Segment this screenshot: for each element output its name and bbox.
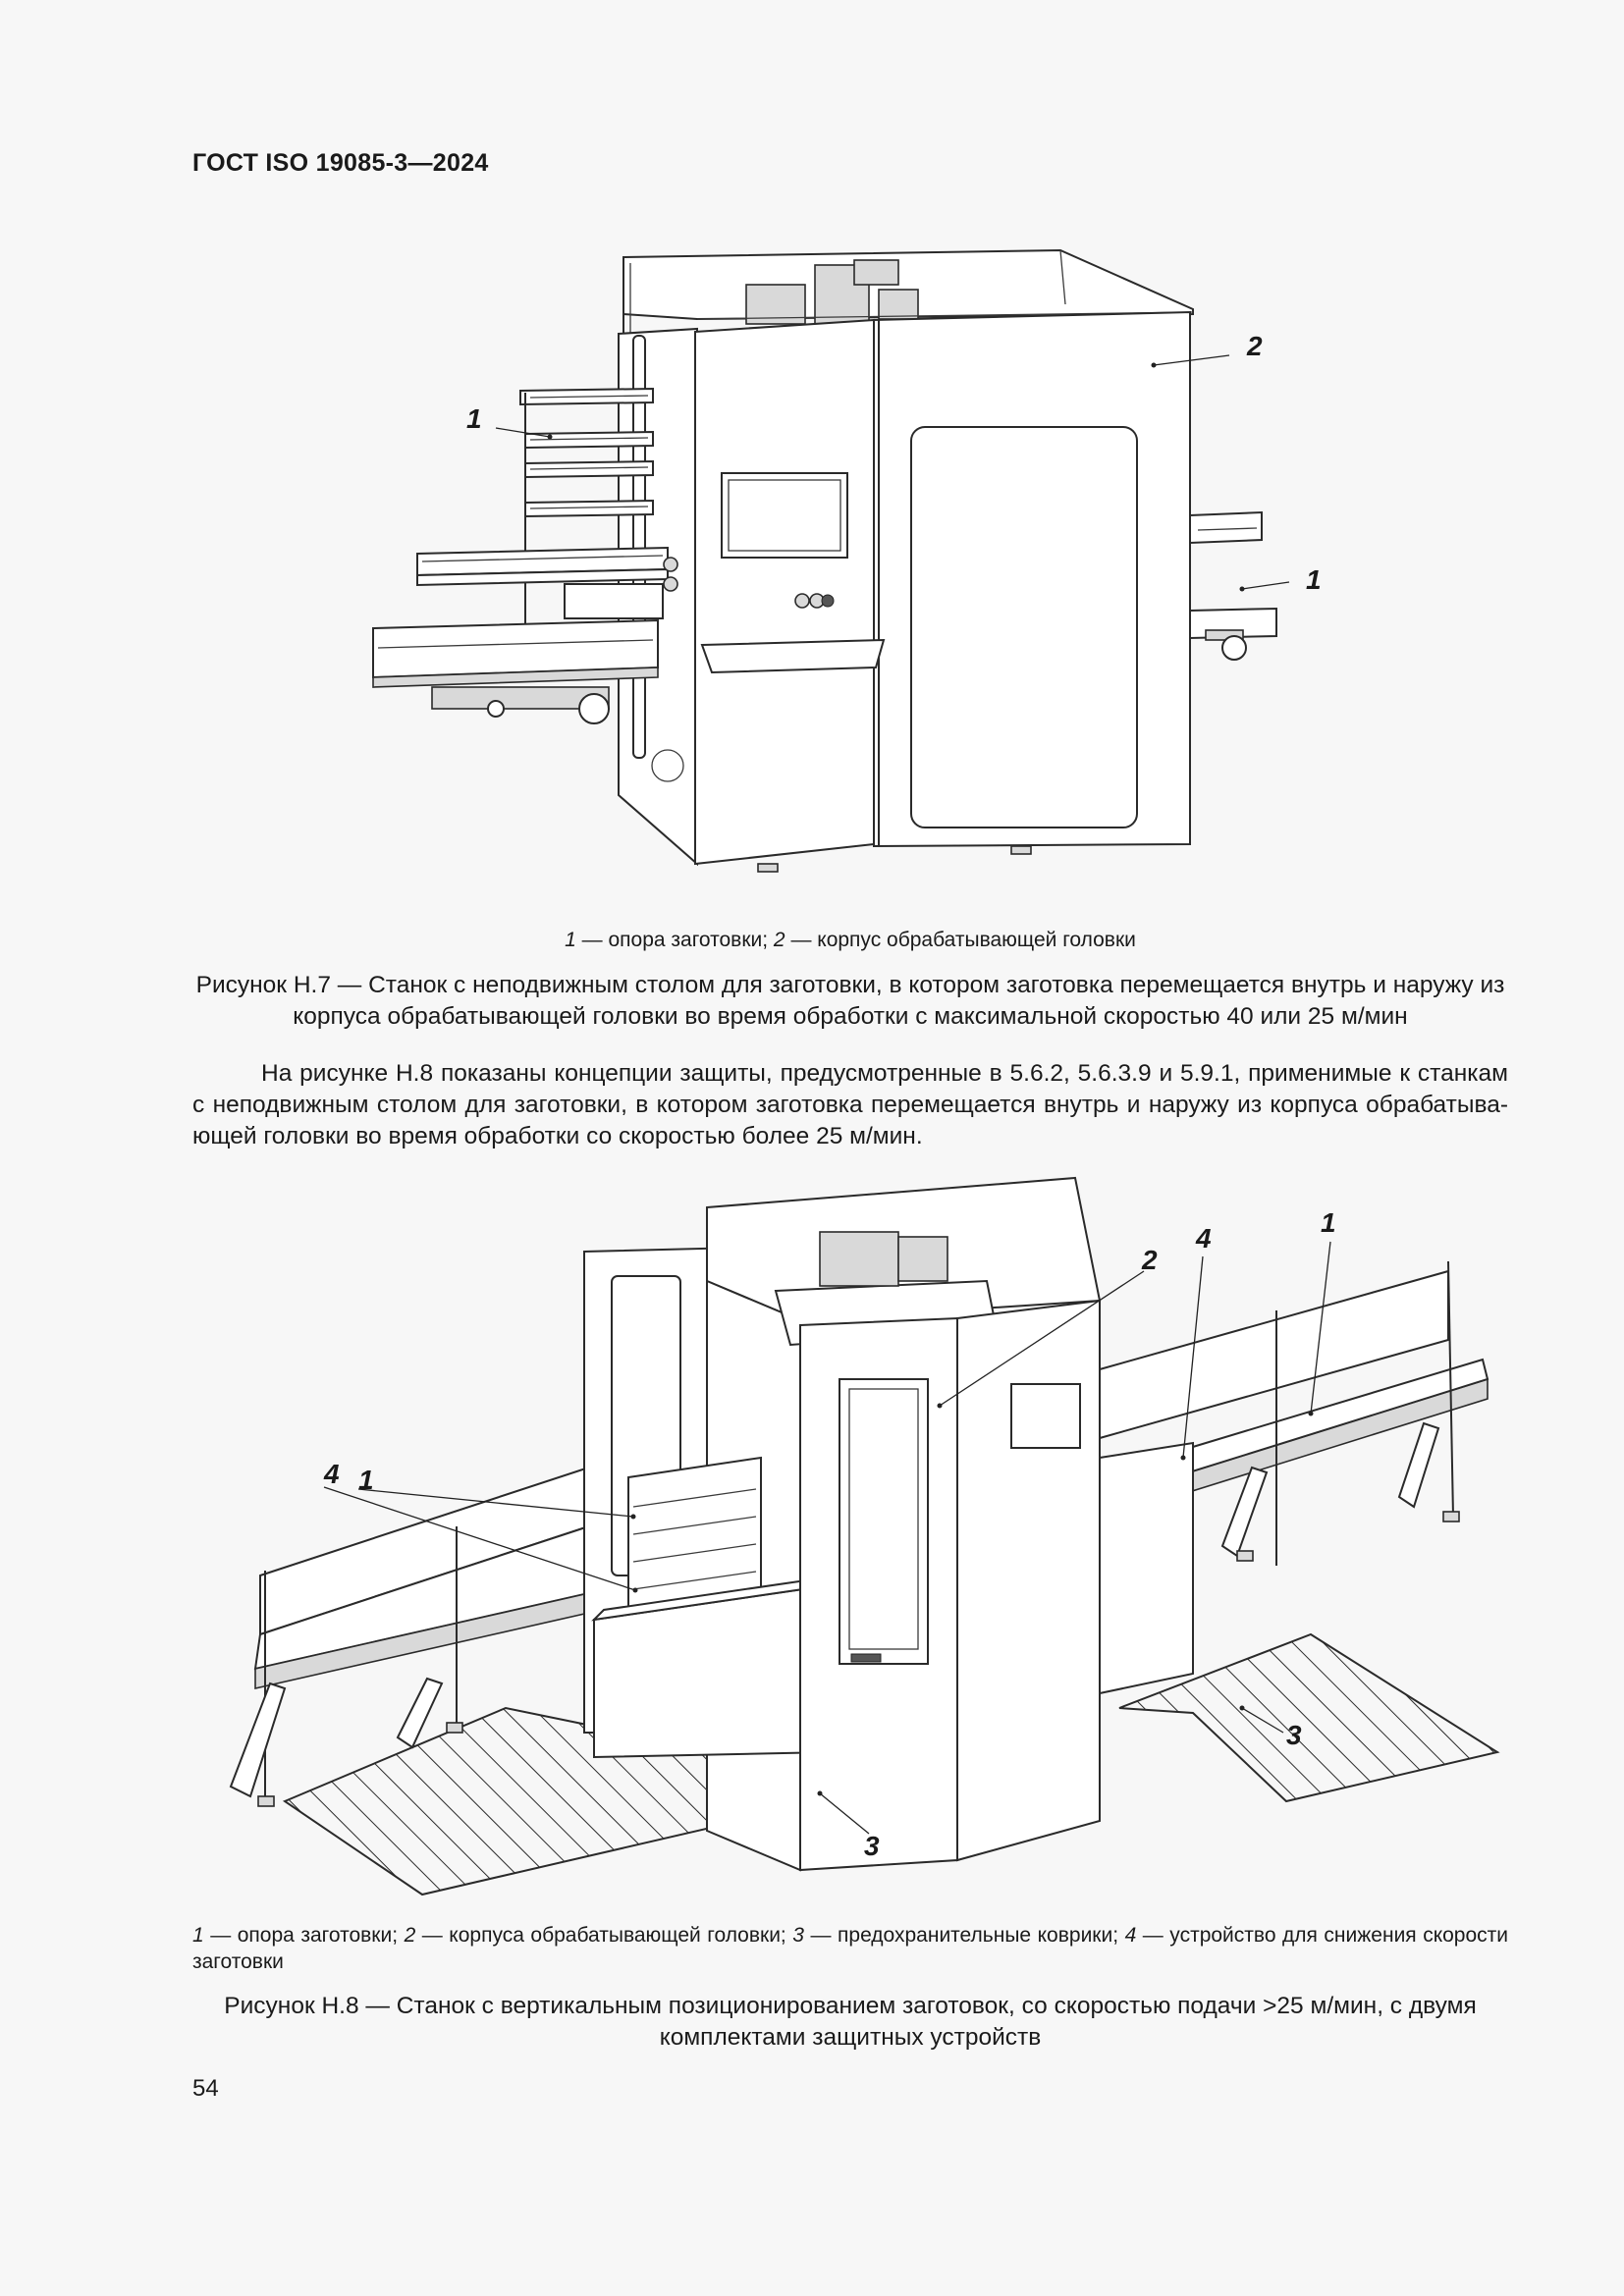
h8-callout-2: 2 xyxy=(1142,1245,1158,1275)
h8-callout-1-right: 1 xyxy=(1321,1207,1336,1238)
figure-h8-drawing xyxy=(211,1173,1517,1899)
figure-h8-caption: Рисунок Н.8 — Станок с вертикальным позиционированием заготовок, со скоростью подачи >25 м/мин, с двумя комплектами защитных устройств xyxy=(224,1993,1477,2051)
h8-callout-3-left: 3 xyxy=(864,1831,880,1861)
page-number: 54 xyxy=(192,2075,219,2102)
figure-h8-legend: 1 — опора заготовки; 2 — корпуса обрабатывающей головки; 3 — предохранительные коврики; 4 — устройство для снижения скорости заготовки xyxy=(192,1924,1509,1973)
figure-h7-caption: Рисунок Н.7 — Станок с неподвижным столом для заготовки, в котором заготовка перемещается внутрь и наружу из корпуса обрабатывающей головки во время обработки с максимальной скоростью 40 или 25 м/мин xyxy=(195,972,1505,1030)
h8-callout-4-right: 4 xyxy=(1196,1223,1212,1254)
callout-1-right: 1 xyxy=(1306,564,1322,595)
figure-h7-drawing xyxy=(373,245,1322,893)
h8-callout-1-left: 1 xyxy=(358,1465,374,1495)
document-header: ГОСТ ISO 19085-3—2024 xyxy=(192,149,489,177)
body-paragraph: На рисунке Н.8 показаны концепции защиты, предусмотренные в 5.6.2, 5.6.3.9 и 5.9.1, применимые к станкам с неподвижным столом для заготовки, в котором заготовка перемещается внутрь и наружу из корпуса обрабатыва-ющей головки во время обработки со скоростью более 25 м/мин. xyxy=(192,1060,1508,1149)
figure-h7-legend: 1 — опора заготовки; 2 — корпус обрабатывающей головки xyxy=(565,929,1136,951)
callout-2: 2 xyxy=(1247,331,1263,361)
h8-callout-4-left: 4 xyxy=(324,1459,340,1489)
callout-1-left: 1 xyxy=(466,403,482,434)
workpiece-support-left xyxy=(373,389,677,723)
h8-callout-3-right: 3 xyxy=(1286,1720,1302,1750)
